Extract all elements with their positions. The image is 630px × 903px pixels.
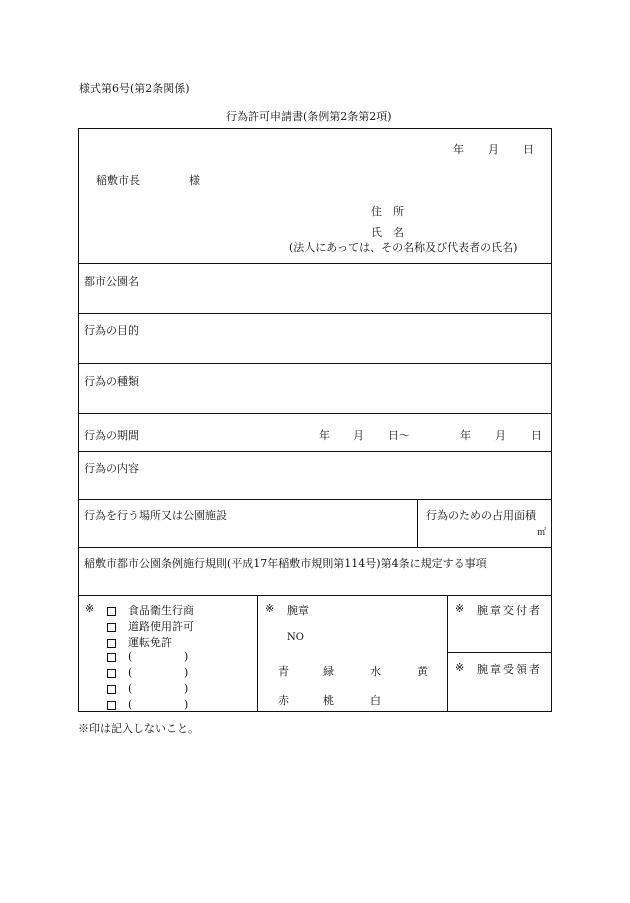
color-light-blue: 水	[370, 665, 381, 678]
checklist-mark: ※	[85, 602, 95, 615]
color-white: 白	[370, 694, 381, 707]
period-from-year: 年	[319, 429, 330, 442]
period-to-day: 日	[531, 429, 542, 442]
checklist-item-label: 道路使用許可	[128, 620, 194, 633]
date-year-label: 年	[453, 143, 464, 156]
checklist-item	[107, 666, 132, 679]
checklist-close-paren: )	[184, 666, 189, 679]
period-from-day: 日～	[388, 429, 410, 442]
armband-no: NO	[287, 632, 304, 643]
checkbox[interactable]	[107, 701, 116, 710]
issuer-divider	[447, 652, 552, 653]
checklist-item-label: 運転免許	[128, 636, 172, 649]
checklist-item	[107, 634, 172, 650]
checklist-item-open-paren: (	[128, 698, 133, 711]
armband-title: 腕章	[287, 604, 309, 617]
checkbox[interactable]	[107, 607, 116, 616]
style-number: 様式第6号(第2条関係)	[79, 82, 190, 95]
bottom-divider-1	[257, 595, 258, 712]
bottom-divider-2	[447, 595, 448, 712]
issuer-mark: ※	[455, 602, 465, 615]
checkbox[interactable]	[107, 653, 116, 662]
color-green: 緑	[323, 665, 334, 678]
application-form	[78, 128, 552, 712]
regulation-text: 稲敷市都市公園条例施行規則(平成17年稲敷市規則第114号)第4条に規定する事項	[84, 557, 487, 570]
checkbox[interactable]	[107, 669, 116, 678]
period-to-month: 月	[495, 429, 506, 442]
receiver-label: 腕章受領者	[477, 663, 542, 676]
honorific: 様	[189, 174, 200, 187]
row-divider	[79, 595, 551, 596]
checklist-item	[107, 602, 194, 618]
address-label: 住 所	[371, 205, 404, 218]
checklist-close-paren: )	[184, 650, 189, 663]
checkbox[interactable]	[107, 639, 116, 648]
armband-mark: ※	[265, 602, 275, 615]
purpose-label: 行為の目的	[84, 324, 139, 337]
color-red: 赤	[278, 694, 289, 707]
period-to-year: 年	[460, 429, 471, 442]
area-label: 行為のための占用面積	[426, 509, 536, 522]
row-divider	[79, 451, 551, 452]
park-name-label: 都市公園名	[84, 275, 139, 288]
place-label: 行為を行う場所又は公園施設	[84, 509, 227, 522]
date-day-label: 日	[523, 143, 534, 156]
row-divider	[79, 363, 551, 364]
name-note: (法人にあっては、その名称及び代表者の氏名)	[289, 241, 518, 254]
checklist-item	[107, 650, 132, 663]
checklist-item	[107, 698, 132, 711]
row-divider	[79, 263, 551, 264]
row-divider	[79, 413, 551, 414]
place-area-divider	[417, 499, 418, 547]
row-divider	[79, 547, 551, 548]
checklist-item	[107, 682, 132, 695]
checklist-close-paren: )	[184, 682, 189, 695]
document-title: 行為許可申請書(条例第2条第2項)	[226, 110, 392, 123]
color-pink: 桃	[323, 694, 334, 707]
type-label: 行為の種類	[84, 375, 139, 388]
area-unit: ㎡	[537, 528, 547, 538]
color-yellow: 黄	[417, 665, 428, 678]
checklist-close-paren: )	[184, 698, 189, 711]
row-divider	[79, 499, 551, 500]
checklist-item-label: 食品衛生行商	[128, 604, 194, 617]
receiver-mark: ※	[455, 661, 465, 674]
checklist-item	[107, 618, 194, 634]
addressee: 稲敷市長	[96, 174, 140, 187]
row-divider	[79, 313, 551, 314]
name-label: 氏 名	[371, 226, 404, 239]
period-label: 行為の期間	[84, 429, 139, 442]
period-from-month: 月	[353, 429, 364, 442]
footer-note: ※印は記入しないこと。	[78, 722, 199, 735]
color-blue: 青	[278, 665, 289, 678]
checklist-item-open-paren: (	[128, 666, 133, 679]
content-label: 行為の内容	[84, 462, 139, 475]
checkbox[interactable]	[107, 623, 116, 632]
checklist-item-open-paren: (	[128, 650, 133, 663]
checklist-item-open-paren: (	[128, 682, 133, 695]
date-month-label: 月	[488, 143, 499, 156]
issuer-label: 腕章交付者	[477, 604, 542, 617]
checkbox[interactable]	[107, 685, 116, 694]
